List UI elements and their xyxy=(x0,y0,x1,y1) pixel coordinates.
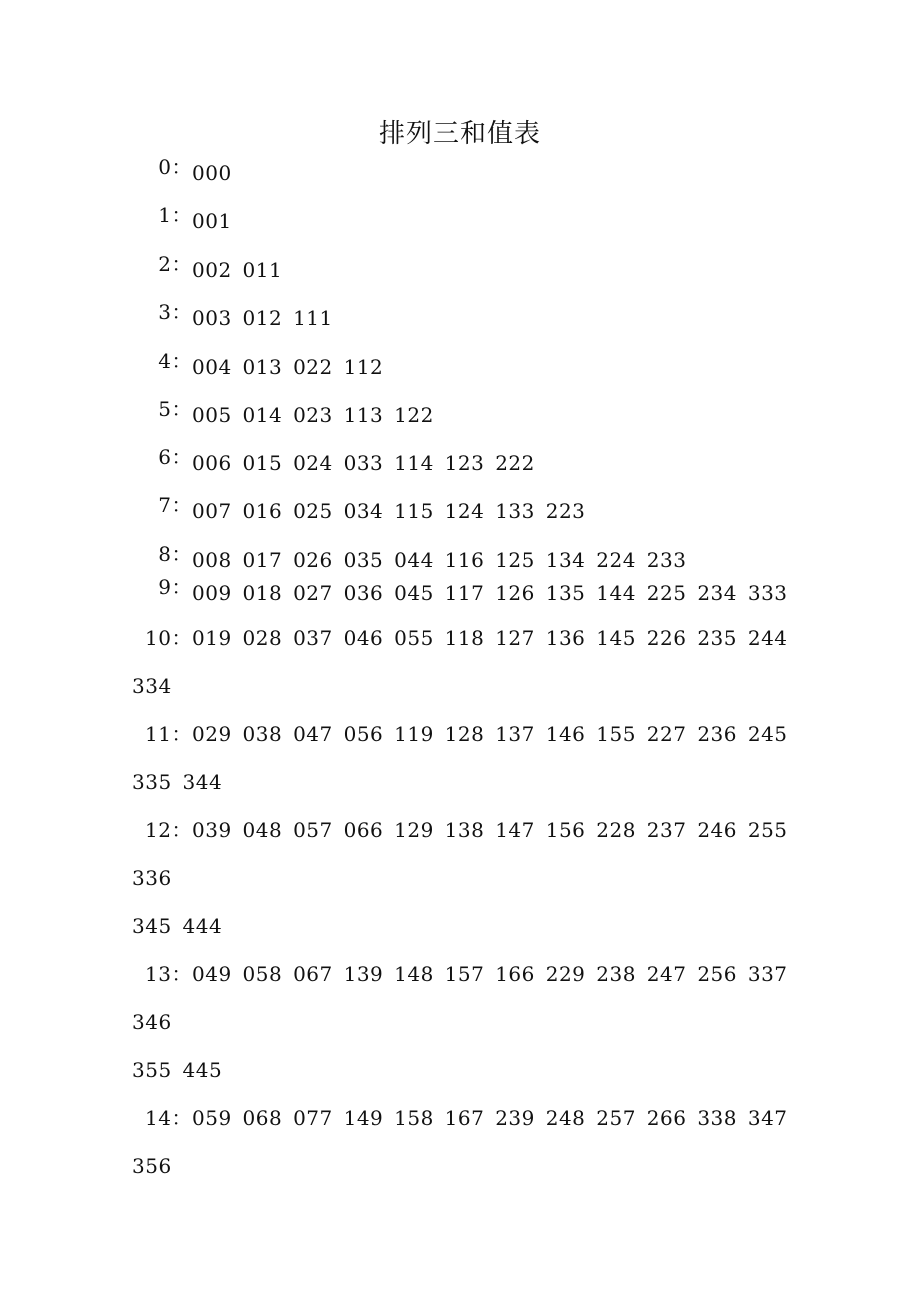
sum-combinations: 019 028 037 046 055 118 127 136 145 226 235 244 xyxy=(192,626,788,650)
sum-row-13-continuation: 355 445 xyxy=(132,1058,223,1082)
sum-combinations: 005 014 023 113 122 xyxy=(192,403,434,427)
sum-row-1 xyxy=(132,203,232,234)
sum-label: 14： xyxy=(145,1106,192,1130)
sum-label: 2： xyxy=(158,252,192,276)
sum-row-5 xyxy=(132,397,434,428)
sum-row-3 xyxy=(132,300,333,331)
sum-label: 10： xyxy=(145,626,192,650)
sum-row-10 xyxy=(132,625,788,651)
sum-label: 7： xyxy=(158,493,192,517)
sum-row-13 xyxy=(132,961,788,987)
sum-row-11 xyxy=(132,721,788,747)
sum-combinations: 002 011 xyxy=(192,258,283,282)
sum-label: 11： xyxy=(145,722,192,746)
sum-label: 6： xyxy=(158,445,192,469)
sum-label: 4： xyxy=(158,349,192,373)
sum-row-7 xyxy=(132,493,586,524)
sum-label: 1： xyxy=(158,203,192,227)
sum-row-2 xyxy=(132,252,283,283)
sum-label: 5： xyxy=(158,397,192,421)
sum-combinations: 039 048 057 066 129 138 147 156 228 237 246 255 xyxy=(192,818,788,842)
sum-combinations: 029 038 047 056 119 128 137 146 155 227 236 245 xyxy=(192,722,788,746)
sum-row-0 xyxy=(132,155,232,186)
page-title: 排列三和值表 xyxy=(378,119,541,149)
sum-row-13-continuation: 346 xyxy=(132,1010,172,1034)
sum-row-12-continuation: 336 xyxy=(132,866,172,890)
sum-row-12-continuation: 345 444 xyxy=(132,914,223,938)
sum-label: 0： xyxy=(158,155,192,179)
sum-label: 13： xyxy=(145,962,192,986)
sum-combinations: 003 012 111 xyxy=(192,306,333,330)
sum-row-14-continuation: 356 xyxy=(132,1154,172,1178)
sum-combinations: 000 xyxy=(192,161,232,185)
sum-row-8 xyxy=(132,542,687,573)
sum-combinations: 049 058 067 139 148 157 166 229 238 247 256 337 xyxy=(192,962,788,986)
sum-row-12 xyxy=(132,817,788,843)
sum-label: 12： xyxy=(145,818,192,842)
sum-row-9 xyxy=(132,575,788,606)
sum-row-10-continuation: 334 xyxy=(132,674,172,698)
sum-combinations: 001 xyxy=(192,209,232,233)
sum-combinations: 059 068 077 149 158 167 239 248 257 266 338 347 xyxy=(192,1106,788,1130)
sum-row-11-continuation: 335 344 xyxy=(132,770,223,794)
sum-label: 3： xyxy=(158,300,192,324)
sum-row-6 xyxy=(132,445,535,476)
sum-row-4 xyxy=(132,349,384,380)
sum-combinations: 009 018 027 036 045 117 126 135 144 225 234 333 xyxy=(192,581,788,605)
sum-combinations: 007 016 025 034 115 124 133 223 xyxy=(192,499,586,523)
sum-combinations: 008 017 026 035 044 116 125 134 224 233 xyxy=(192,548,687,572)
sum-row-14 xyxy=(132,1105,788,1131)
sum-combinations: 006 015 024 033 114 123 222 xyxy=(192,451,535,475)
sum-label: 9： xyxy=(158,575,192,599)
sum-label: 8： xyxy=(158,542,192,566)
sum-combinations: 004 013 022 112 xyxy=(192,355,384,379)
